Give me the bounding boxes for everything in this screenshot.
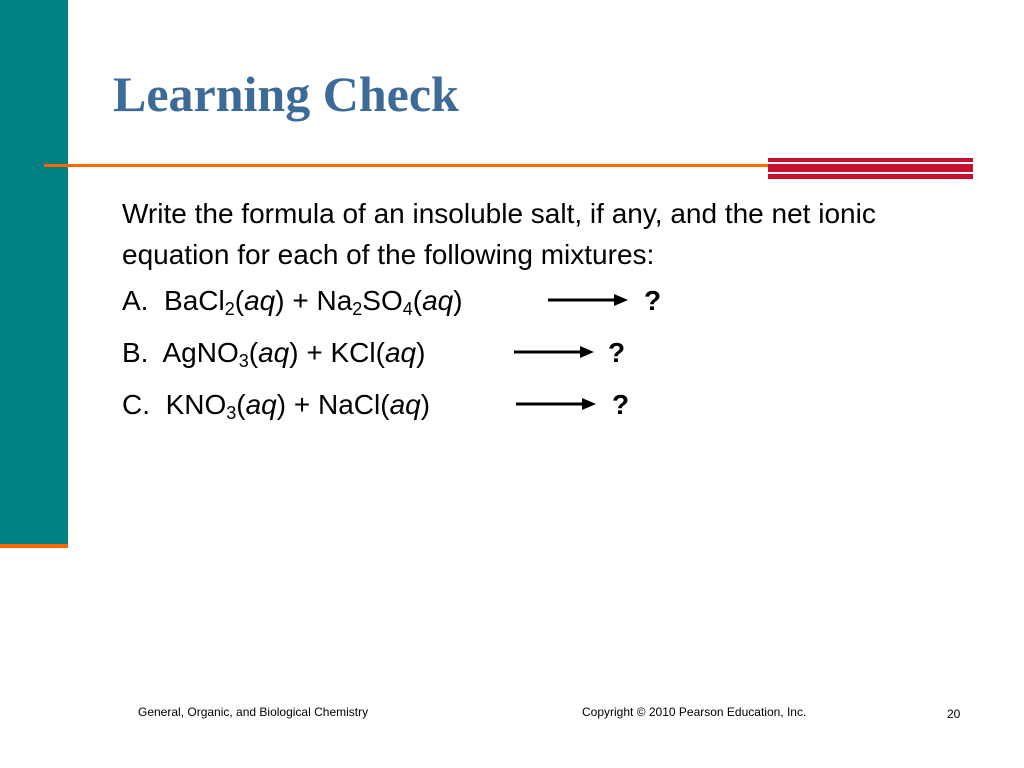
- state-aq: aq: [384, 337, 417, 368]
- plus-sign: +: [306, 337, 323, 368]
- product-placeholder: ?: [612, 389, 630, 420]
- intro-text: Write the formula of an insoluble salt, if any, and the net ionic equation for each of the following mixtures:: [122, 198, 876, 270]
- reactant-1: AgNO$_3$(aq): [162, 337, 299, 371]
- reactant-1: $KNO_3(aq)$: [165, 389, 287, 423]
- title-accent-block: [768, 158, 973, 179]
- product-placeholder: ?: [644, 285, 662, 316]
- reaction-arrow-icon: [548, 293, 628, 307]
- equation-item-b: [122, 327, 982, 379]
- title-divider: [44, 164, 784, 167]
- reaction-arrow-icon: [514, 345, 594, 359]
- plus-sign: +: [292, 285, 309, 316]
- state-aq: aq: [244, 285, 276, 316]
- reactant-2: NaCl(aq): [318, 389, 431, 420]
- reaction-arrow-icon: [516, 397, 596, 411]
- accent-line: [768, 174, 973, 179]
- reactant-1: BaCl$_2$(aq): [164, 285, 285, 319]
- slide-body: [122, 193, 982, 431]
- state-aq: aq: [422, 285, 454, 316]
- slide-title: Learning Check: [113, 66, 459, 122]
- footer-copyright: Copyright © 2010 Pearson Education, Inc.: [582, 705, 807, 719]
- equation-item-a: [122, 275, 982, 327]
- left-bar-bottom-edge: [0, 544, 68, 548]
- slide-number: 20: [947, 707, 961, 721]
- accent-line: [768, 158, 973, 162]
- product-placeholder: ?: [608, 337, 626, 368]
- item-label: B.: [122, 337, 149, 368]
- state-aq: aq: [389, 389, 421, 420]
- state-aq: aq: [258, 337, 290, 368]
- left-accent-bar: [0, 0, 68, 548]
- accent-line: [768, 164, 973, 172]
- plus-sign: +: [293, 389, 311, 420]
- item-label: A.: [122, 285, 149, 316]
- equation-item-c: [122, 379, 982, 431]
- footer-course-title: General, Organic, and Biological Chemistry: [138, 705, 369, 719]
- item-label: C.: [122, 389, 150, 420]
- reactant-2: $Na_2SO_4(aq)$: [316, 285, 463, 319]
- reactant-2: KCl(aq): [330, 337, 426, 368]
- state-aq: aq: [245, 389, 277, 420]
